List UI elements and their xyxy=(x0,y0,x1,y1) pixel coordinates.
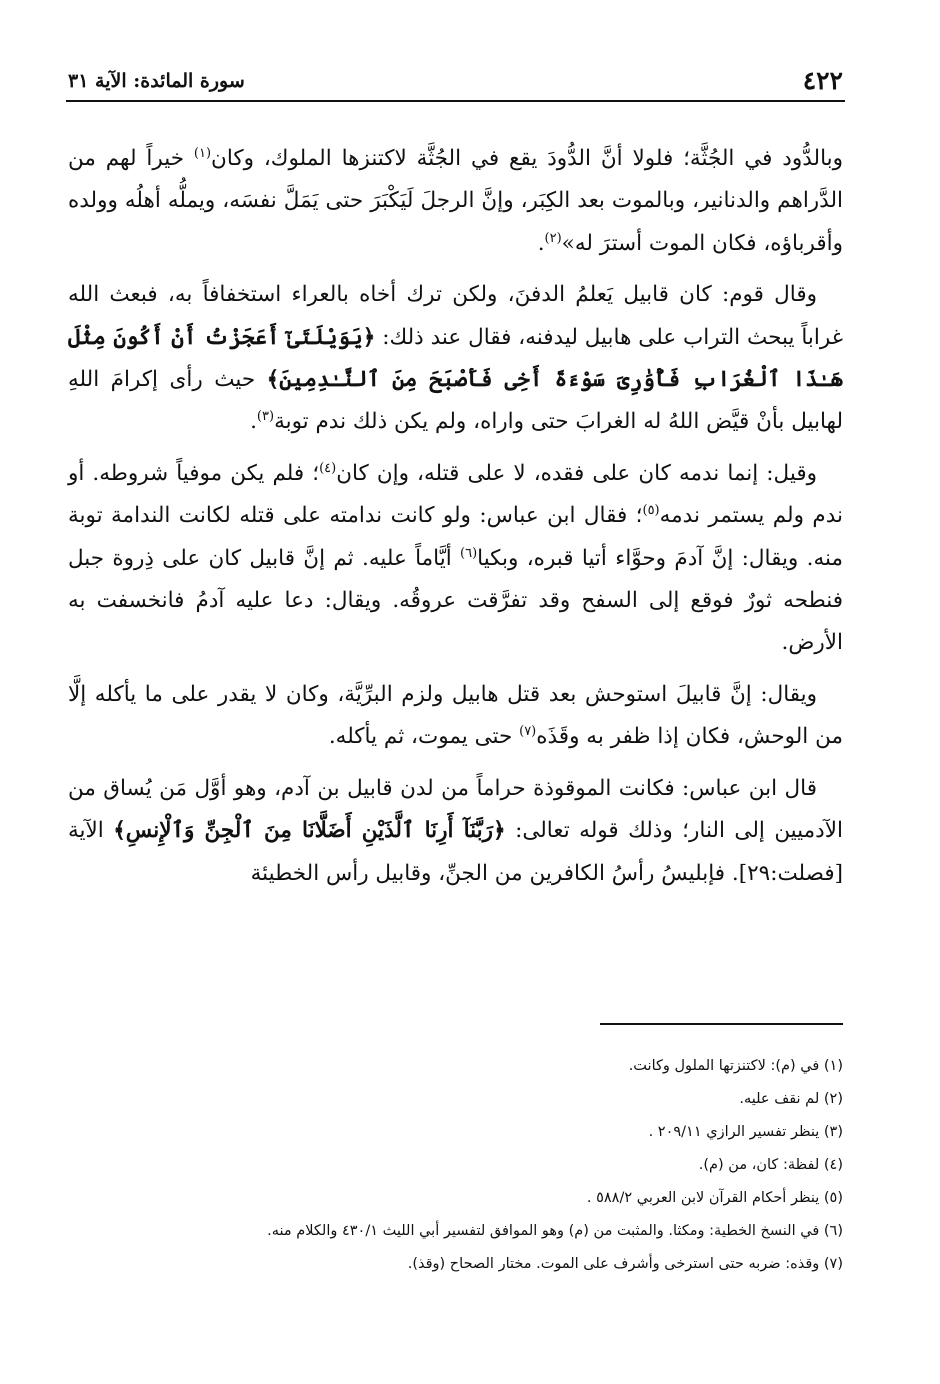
page-number: ٤٢٢ xyxy=(802,66,843,95)
text-run: . xyxy=(250,409,257,435)
text-run: ؛ فلم يكن موفياً شروطه. أو ندم ولم يستمر ندمه xyxy=(68,460,843,529)
footnote-ref-5: (٥) xyxy=(642,503,660,519)
text-run: ؛ فقال ابن عباس: ولو كانت ندامته على قتله لكانت الندامة توبة منه. ويقال: إنَّ آدمَ وحوَّاء أتيا قبره، وبكيا xyxy=(68,503,843,571)
footnote-ref-4: (٤) xyxy=(319,460,337,476)
footnotes xyxy=(68,1050,843,1281)
text-run: وبالدُّود في الجُثَّة؛ فلولا أنَّ الدُّودَ يقع في الجُثَّة لاكتنزها الملوك، وكان xyxy=(211,146,843,171)
footnote-4: (٤) لفظة: كان، من (م). xyxy=(698,1157,843,1173)
quran-verse: ﴿يَوَيْلَتَىٰٓ أَعَجَزْتُ أَنْ أَكُونَ مِثْلَ هَـٰذَا ٱلْغُرَابِ فَأُوَٰرِىَ سَوْءَةَ أَخِى فَأَصْبَحَ مِنَ ٱلنَّـٰدِمِينَ﴾ xyxy=(68,324,843,393)
footnote-ref-2: (٢) xyxy=(544,230,562,246)
paragraph-2 xyxy=(68,274,843,444)
footnote-ref-7: (٧) xyxy=(519,724,537,740)
footnote-ref-6: (٦) xyxy=(460,545,478,561)
main-text xyxy=(68,138,843,904)
footnote-5: (٥) ينظر أحكام القرآن لابن العربي ٥٨٨/٢ . xyxy=(586,1190,843,1206)
footnote-ref-3: (٣) xyxy=(256,409,275,425)
footnote-ref-1: (١) xyxy=(193,145,212,161)
text-run: قال ابن عباس: فكانت الموقوذة حراماً من لدن قابيل بن آدم، وهو أوَّل مَن يُساق من الآدميين إلى النار؛ وذلك قوله تعالى: xyxy=(68,775,843,844)
text-run: أيَّاماً عليه. ثم إنَّ قابيل كان على ذِروة جبل فنطحه ثورٌ فوقع إلى السفح وقد تفرَّقت عروقُه. ويقال: دعا عليه آدمُ فانخسفت به الأرض. xyxy=(68,545,843,656)
text-run: حتى يموت، ثم يأكله. xyxy=(328,724,520,750)
running-title: سورة المائدة: الآية ٣١ xyxy=(68,70,245,92)
text-run: . xyxy=(537,230,545,256)
page-header xyxy=(68,66,843,98)
paragraph-3 xyxy=(68,453,843,665)
text-run: الآية [فصلت:٢٩]. فإبليسُ رأسُ الكافرين من الجنِّ، وقابيل رأس الخطيئة xyxy=(68,818,843,886)
footnote-2: (٢) لم نقف عليه. xyxy=(739,1091,843,1107)
footnote-6: (٦) في النسخ الخطية: ومكثا. والمثبت من (م) وهو الموافق لتفسير أبي الليث ٤٣٠/١ والكلام منه. xyxy=(267,1223,843,1239)
text-run: وقيل: إنما ندمه كان على فقده، لا على قتله، وإن كان xyxy=(336,460,817,486)
paragraph-5 xyxy=(68,768,843,895)
footnote-1: (١) في (م): لاكتنزتها الملول وكانت. xyxy=(628,1058,843,1074)
footnote-divider xyxy=(600,1023,843,1025)
quran-verse: ﴿رَبَّنَآ أَرِنَا ٱلَّذَيْنِ أَضَلَّانَا مِنَ ٱلْجِنِّ وَٱلْإِنسِ﴾ xyxy=(113,818,506,844)
text-run: ويقال: إنَّ قابيلَ استوحش بعد قتل هابيل ولزم البرِّيَّة، وكان لا يقدر على ما يأكله إلَّا من الوحش، فكان إذا ظفر به وقَذَه xyxy=(68,681,843,750)
footnote-3: (٣) ينظر تفسير الرازي ٢٠٩/١١ . xyxy=(648,1124,843,1140)
text-run: وقال قوم: كان قابيل يَعلمُ الدفنَ، ولكن ترك أخاه بالعراء استخفافاً به، فبعث الله غراباً يبحث التراب على هابيل ليدفنه، فقال عند ذلك: xyxy=(68,282,843,350)
text-run: حيث رأى إكرامَ اللهِ لهابيل بأنْ قيَّض اللهُ له الغرابَ حتى واراه، ولم يكن ذلك ندم توبة xyxy=(68,367,843,435)
paragraph-1 xyxy=(68,138,843,265)
header-divider xyxy=(66,100,845,102)
footnote-7: (٧) وقذه: ضربه حتى استرخى وأشرف على الموت. مختار الصحاح (وقذ). xyxy=(407,1256,843,1272)
text-run: خيراً لهم من الدَّراهم والدنانير، وبالموت بعد الكِبَر، وإنَّ الرجلَ لَيَكْبَرَ حتى يَمَلَّ نفسَه، ويملُّه أهلُه وولده وأقرباؤه، فكان الموت أسترَ له» xyxy=(68,146,843,256)
paragraph-4 xyxy=(68,674,843,759)
